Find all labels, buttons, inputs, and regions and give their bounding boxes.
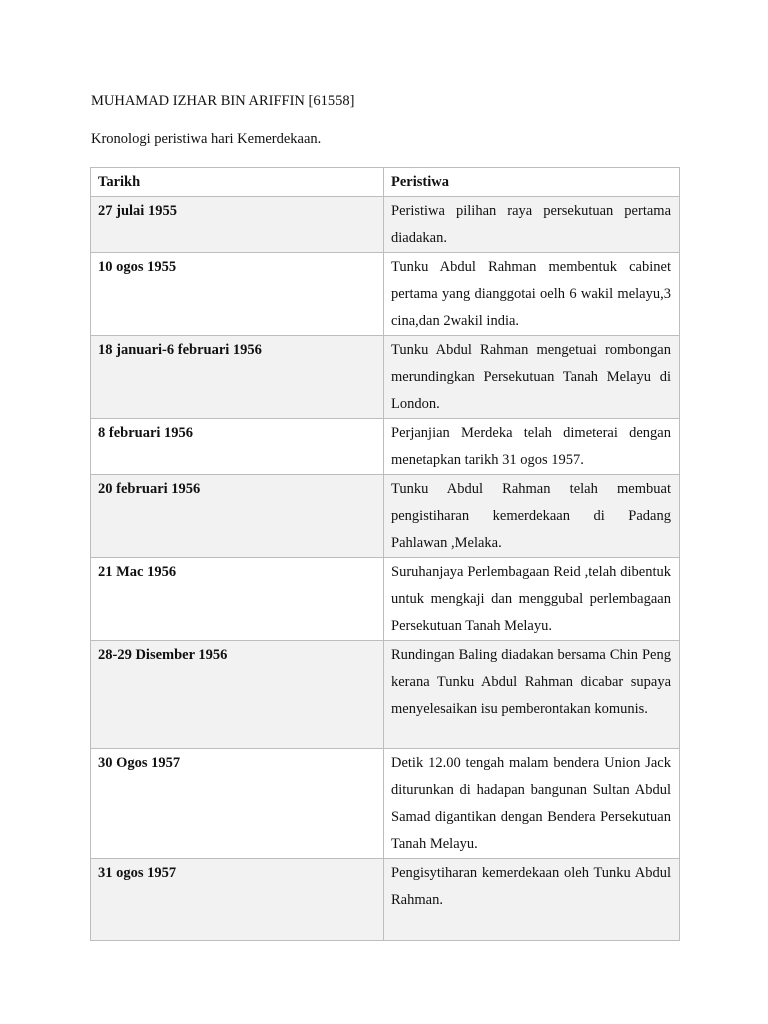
header-peristiwa: Peristiwa (384, 168, 680, 197)
table-row (91, 419, 680, 475)
row-event: Suruhanjaya Perlembagaan Reid ,telah dibentuk untuk mengkaji dan menggubal perlembagaan Persekutuan Tanah Melayu. (384, 558, 680, 641)
row-date: 10 ogos 1955 (91, 253, 384, 336)
row-event: Pengisytiharan kemerdekaan oleh Tunku Abdul Rahman. (384, 859, 680, 941)
row-date: 28-29 Disember 1956 (91, 641, 384, 749)
row-date: 27 julai 1955 (91, 197, 384, 253)
row-event: Tunku Abdul Rahman telah membuat pengistiharan kemerdekaan di Padang Pahlawan ,Melaka. (384, 475, 680, 558)
table-row (91, 253, 680, 336)
row-event: Perjanjian Merdeka telah dimeterai dengan menetapkan tarikh 31 ogos 1957. (384, 419, 680, 475)
table-row (91, 197, 680, 253)
document-subtitle: Kronologi peristiwa hari Kemerdekaan. (91, 131, 322, 147)
row-event: Tunku Abdul Rahman membentuk cabinet pertama yang dianggotai oelh 6 wakil melayu,3 cina,dan 2wakil india. (384, 253, 680, 336)
table-row (91, 859, 680, 941)
row-date: 8 februari 1956 (91, 419, 384, 475)
table-row (91, 558, 680, 641)
row-date: 31 ogos 1957 (91, 859, 384, 941)
chronology-table (90, 167, 680, 941)
table-header-row (91, 168, 680, 197)
row-event: Peristiwa pilihan raya persekutuan pertama diadakan. (384, 197, 680, 253)
author-name: MUHAMAD IZHAR BIN ARIFFIN [61558] (91, 93, 355, 109)
row-event: Rundingan Baling diadakan bersama Chin Peng kerana Tunku Abdul Rahman dicabar supaya menyelesaikan isu pemberontakan komunis. (384, 641, 680, 749)
header-tarikh: Tarikh (91, 168, 384, 197)
row-date: 30 Ogos 1957 (91, 749, 384, 859)
row-date: 20 februari 1956 (91, 475, 384, 558)
table-row (91, 475, 680, 558)
row-event: Detik 12.00 tengah malam bendera Union Jack diturunkan di hadapan bangunan Sultan Abdul Samad digantikan dengan Bendera Persekutuan Tanah Melayu. (384, 749, 680, 859)
table-row (91, 749, 680, 859)
row-event: Tunku Abdul Rahman mengetuai rombongan merundingkan Persekutuan Tanah Melayu di London. (384, 336, 680, 419)
table-row (91, 641, 680, 749)
table-row (91, 336, 680, 419)
row-date: 21 Mac 1956 (91, 558, 384, 641)
row-date: 18 januari-6 februari 1956 (91, 336, 384, 419)
